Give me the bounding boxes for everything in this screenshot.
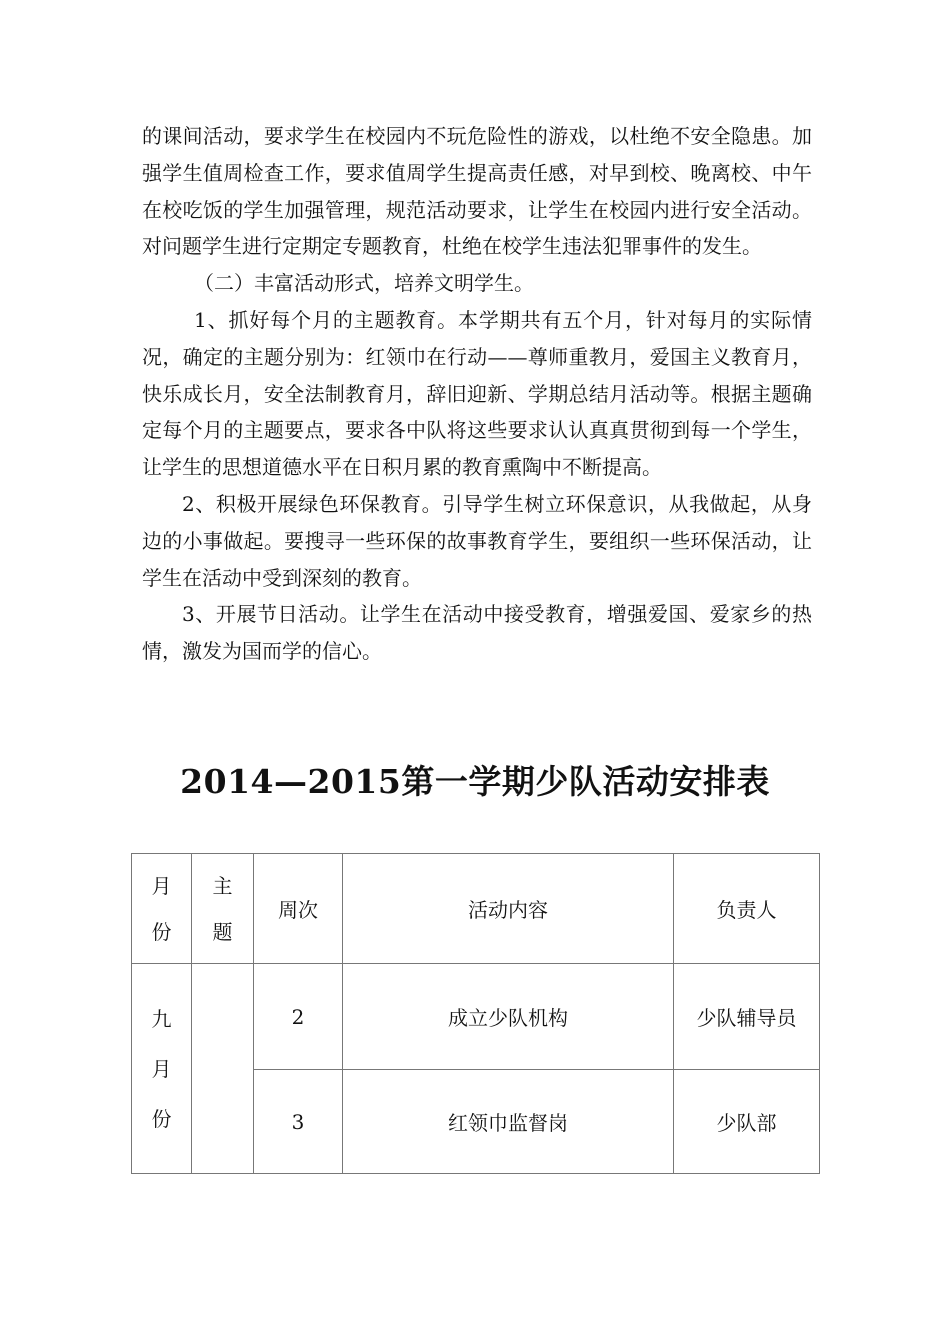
paragraph-environment: 2、积极开展绿色环保教育。引导学生树立环保意识，从我做起，从身边的小事做起。要搜寻一些环保的故事教育学生，要组织一些环保活动，让学生在活动中受到深刻的教育。	[142, 491, 812, 590]
paragraph-festival: 3、开展节日活动。让学生在活动中接受教育，增强爱国、爱家乡的热情，激发为国而学的信心。	[142, 602, 812, 664]
table-row	[132, 964, 820, 1070]
person-cell: 少队辅导员	[674, 964, 820, 1070]
month-cell: 九 月 份	[132, 964, 192, 1174]
header-person: 负责人	[674, 854, 820, 964]
paragraph-theme-education: 1、抓好每个月的主题教育。本学期共有五个月，针对每月的实际情况，确定的主题分别为：红领巾在行动——尊师重教月，爱国主义教育月，快乐成长月，安全法制教育月，辞旧迎新、学期总结月活动等。根据主题确定每个月的主题要点，要求各中队将这些要求认认真真贯彻到每一个学生，让学生的思想道德水平在日积月累的教育熏陶中不断提高。	[142, 307, 812, 480]
table-title: 2014—2015第一学期少队活动安排表	[180, 762, 770, 801]
activity-schedule-table	[131, 853, 820, 1174]
content-cell: 红领巾监督岗	[343, 1070, 674, 1174]
content-cell: 成立少队机构	[343, 964, 674, 1070]
paragraph-heading-2: （二）丰富活动形式，培养文明学生。	[194, 271, 534, 296]
week-cell: 3	[254, 1070, 343, 1174]
week-cell: 2	[254, 964, 343, 1070]
theme-cell	[192, 964, 254, 1174]
header-month: 月 份	[132, 854, 192, 964]
body-text	[142, 118, 812, 670]
person-cell: 少队部	[674, 1070, 820, 1174]
table-header-row	[132, 854, 820, 964]
paragraph-safety: 的课间活动，要求学生在校园内不玩危险性的游戏，以杜绝不安全隐患。加强学生值周检查工作，要求值周学生提高责任感，对早到校、晚离校、中午在校吃饭的学生加强管理，规范活动要求，让学生在校园内进行安全活动。对问题学生进行定期定专题教育，杜绝在校学生违法犯罪事件的发生。	[142, 124, 812, 259]
header-theme: 主 题	[192, 854, 254, 964]
header-week: 周次	[254, 854, 343, 964]
header-content: 活动内容	[343, 854, 674, 964]
